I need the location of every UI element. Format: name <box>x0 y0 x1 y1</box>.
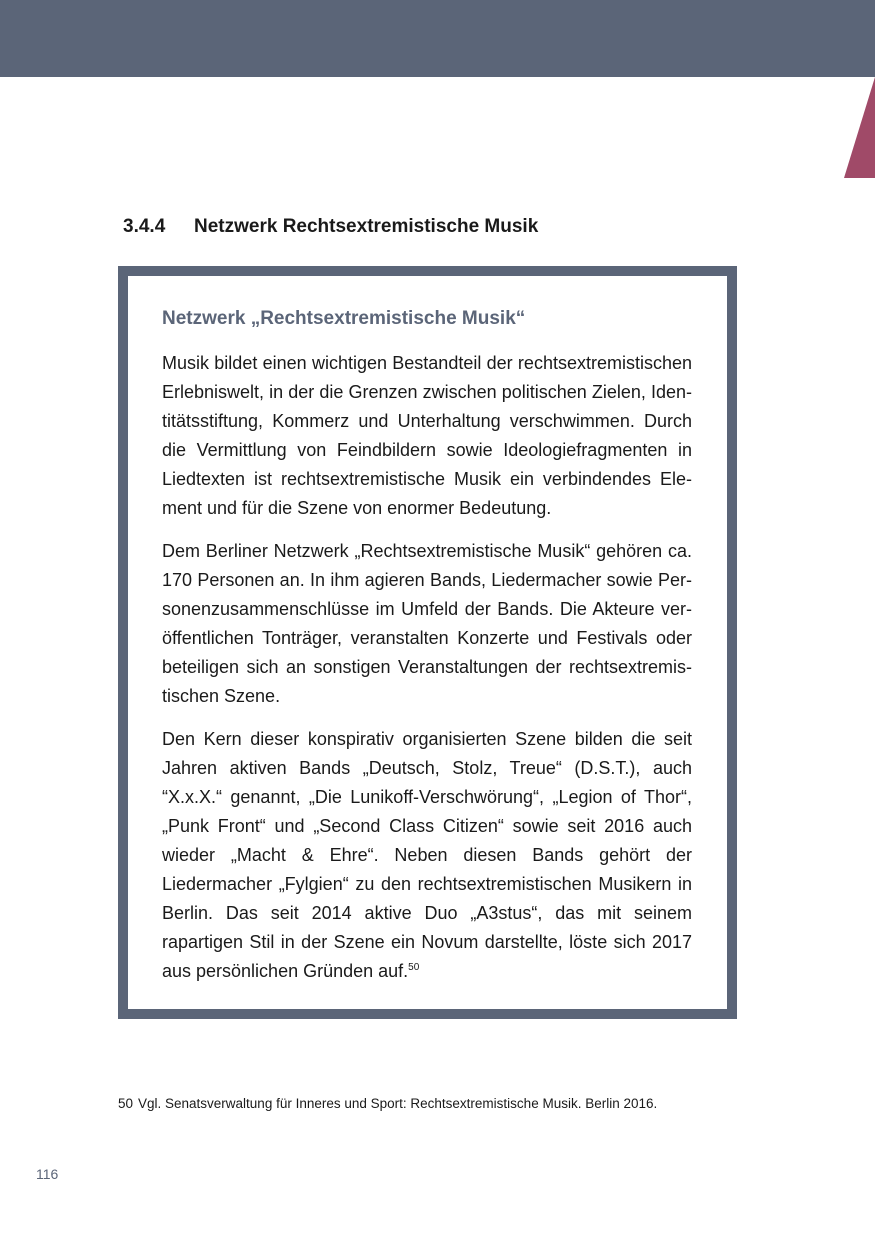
info-box-paragraph: Musik bildet einen wichtigen Bestandteil der rechtsextremistischen Erlebniswelt, in der die Grenzen zwischen politischen Zielen, Identitätsstiftung, Kommerz und Unterhaltung verschwimmen. Durch die Vermittlung von Feindbildern sowie Ideologiefragmenten in Liedtexten ist rechtsextremistische Musik ein verbindendes Element und für die Szene von enormer Bedeutung. <box>162 353 692 518</box>
info-box-title: Netzwerk „Rechtsextremistische Musik“ <box>162 308 526 329</box>
section-title: Netzwerk Rechtsextremistische Musik <box>194 216 539 237</box>
footnote-number: 50 <box>118 1096 134 1111</box>
header-bar <box>0 0 875 77</box>
footnote-text: Vgl. Senatsverwaltung für Inneres und Sport: Rechtsextremistische Musik. Berlin 2016. <box>138 1096 658 1111</box>
footnote <box>118 1096 657 1111</box>
info-box-paragraph <box>162 725 692 986</box>
section-heading <box>123 216 538 238</box>
page-number: 116 <box>36 1166 59 1182</box>
corner-accent-tab <box>844 77 875 178</box>
info-box-content <box>162 304 692 1000</box>
footnote-reference[interactable]: 50 <box>408 962 420 973</box>
info-box-paragraph: Dem Berliner Netzwerk „Rechtsextremistische Musik“ gehören ca. 170 Personen an. In ihm agieren Bands, Liedermacher sowie Personenzusammenschlüsse im Umfeld der Bands. Die Akteure veröffentlichen Tonträger, veranstalten Konzerte und Festivals oder beteiligen sich an sonstigen Veranstaltungen der rechtsextremistischen Szene. <box>162 541 692 706</box>
section-number: 3.4.4 <box>123 216 166 237</box>
info-box-paragraph-text: Den Kern dieser konspirativ organisierten Szene bilden die seit Jahren aktiven Bands „Deutsch, Stolz, Treue“ (D.S.T.), auch “X.x.X.“ genannt, „Die Lunikoff-Verschwörung“, „Legion of Thor“, „Punk Front“ und „Second Class Citizen“ sowie seit 2016 auch wieder „Macht & Ehre“. Neben diesen Bands gehört der Liedermacher „Fylgien“ zu den rechtsextremistischen Musikern in Berlin. Das seit 2014 aktive Duo „A3stus“, das mit seinem rapartigen Stil in der Szene ein Novum darstellte, löste sich 2017 aus persönlichen Gründen auf. <box>162 729 692 981</box>
info-box <box>118 266 737 1019</box>
